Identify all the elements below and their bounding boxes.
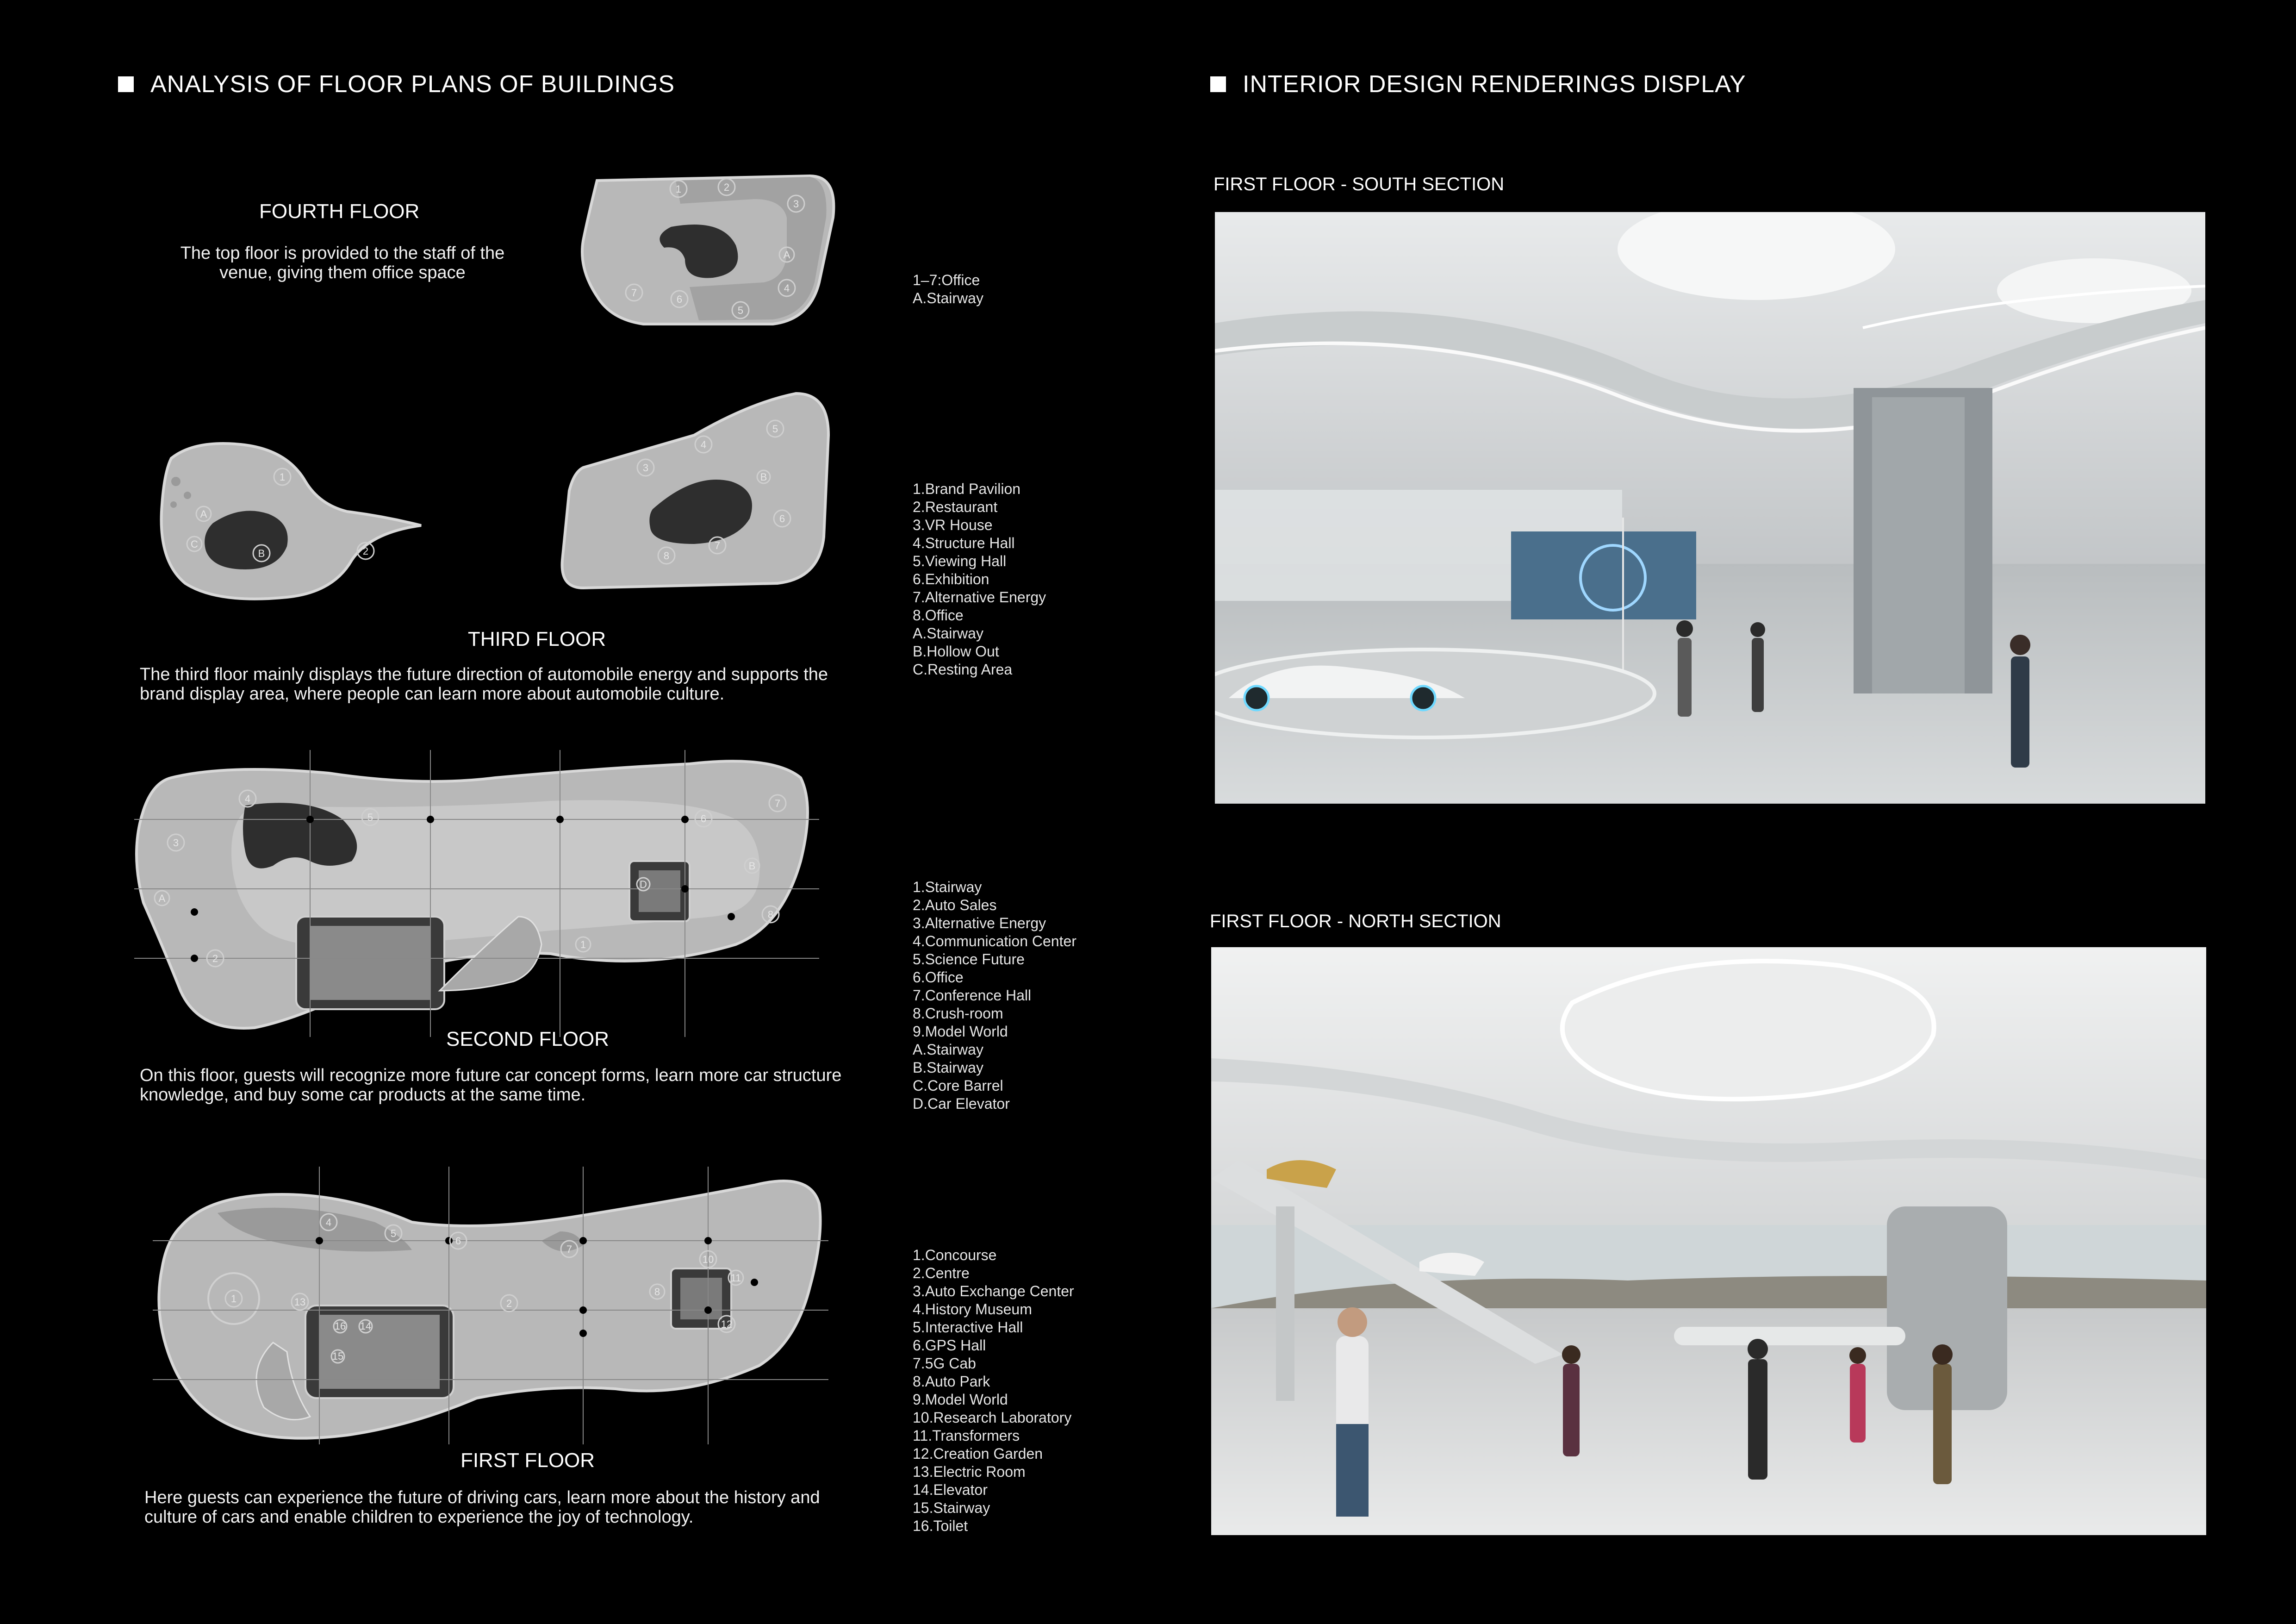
third-floor-desc: The third floor mainly displays the future direction of automobile energy and supports the brand display area, where people can learn more about automobile culture. (140, 665, 828, 704)
plan-label: 3 (793, 198, 799, 210)
fourth-floor-plan (569, 167, 847, 333)
plan-label: A (158, 893, 166, 904)
first-floor-title: FIRST FLOOR (460, 1449, 595, 1472)
plan-label: 6 (676, 294, 683, 305)
plan-label: D (640, 879, 647, 890)
fourth-floor-title: FOURTH FLOOR (259, 200, 420, 223)
south-section-label: FIRST FLOOR - SOUTH SECTION (1213, 174, 1505, 194)
plan-label: 1 (580, 939, 586, 950)
second-floor-legend (913, 878, 1076, 1113)
plan-label: 2 (362, 545, 369, 557)
plan-label: 6 (779, 513, 785, 525)
legend-item: 4.Structure Hall (913, 535, 1015, 551)
third-floor-legend (913, 480, 1046, 679)
plan-label: 2 (723, 181, 730, 193)
plan-label: 1 (675, 183, 682, 195)
plan-label: 10 (702, 1254, 714, 1265)
legend-item: C.Resting Area (913, 661, 1013, 678)
legend-item: 3.Auto Exchange Center (913, 1283, 1074, 1299)
south-section-rendering (1215, 212, 2205, 804)
legend-item: 9.Model World (913, 1023, 1008, 1040)
plan-label: 8 (663, 550, 670, 562)
fourth-floor-desc: The top floor is provided to the staff of the venue, giving them office space (180, 244, 505, 282)
legend-item: 14.Elevator (913, 1481, 988, 1498)
legend-item: B.Hollow Out (913, 643, 999, 660)
second-floor-desc: On this floor, guests will recognize more future car concept forms, learn more car structure knowledge, and buy some car products at the same time. (140, 1066, 842, 1105)
left-section-title-text: ANALYSIS OF FLOOR PLANS OF BUILDINGS (150, 71, 675, 98)
legend-item: 6.Office (913, 969, 964, 986)
legend-item: 12.Creation Garden (913, 1445, 1043, 1462)
legend-item: 7.Alternative Energy (913, 589, 1046, 606)
plan-label: 7 (566, 1243, 572, 1255)
plan-label: 12 (721, 1318, 733, 1330)
legend-item: 9.Model World (913, 1391, 1008, 1408)
legend-item: 3.Alternative Energy (913, 915, 1046, 931)
legend-item: 11.Transformers (913, 1427, 1020, 1444)
plan-label: 2 (212, 953, 218, 964)
bullet-square-icon (118, 76, 134, 92)
legend-item: 6.GPS Hall (913, 1337, 986, 1354)
legend-item: 2.Restaurant (913, 499, 998, 515)
plan-label: B (748, 860, 756, 872)
plan-label: 1 (279, 471, 286, 483)
second-floor-plan (134, 750, 819, 1037)
plan-label: 6 (455, 1235, 461, 1247)
plan-label: 5 (390, 1228, 397, 1239)
legend-item: 5.Science Future (913, 951, 1025, 968)
bullet-square-icon (1210, 76, 1226, 92)
legend-item: 2.Centre (913, 1265, 970, 1281)
legend-item: 16.Toilet (913, 1518, 968, 1534)
legend-item: A.Stairway (913, 290, 983, 306)
plan-label: 4 (700, 439, 707, 450)
plan-label: 3 (642, 462, 649, 474)
legend-item: A.Stairway (913, 1041, 983, 1058)
plan-label: 4 (784, 282, 790, 294)
legend-item: 13.Electric Room (913, 1463, 1026, 1480)
legend-item: 3.VR House (913, 517, 993, 533)
plan-label: 5 (737, 305, 744, 316)
legend-item: 8.Office (913, 607, 964, 624)
legend-item: 2.Auto Sales (913, 897, 997, 913)
legend-item: 1–7:Office (913, 272, 980, 288)
left-section-title (118, 70, 675, 98)
legend-item: 8.Auto Park (913, 1373, 990, 1390)
legend-item: 1.Brand Pavilion (913, 481, 1021, 497)
plan-label: 16 (334, 1320, 346, 1332)
legend-item: 1.Stairway (913, 879, 982, 895)
plan-label: 13 (294, 1296, 306, 1308)
plan-label: B (258, 548, 265, 559)
third-floor-title: THIRD FLOOR (467, 628, 606, 650)
plan-label: 4 (244, 793, 251, 805)
legend-item: C.Core Barrel (913, 1077, 1003, 1094)
legend-item: 4.History Museum (913, 1301, 1032, 1318)
legend-item: 7.Conference Hall (913, 987, 1032, 1004)
legend-item: 1.Concourse (913, 1247, 997, 1263)
legend-item: 6.Exhibition (913, 571, 989, 587)
legend-item: D.Car Elevator (913, 1095, 1010, 1112)
plan-label: 4 (325, 1217, 332, 1228)
first-floor-desc: Here guests can experience the future of driving cars, learn more about the history and culture of cars and enable children to experience the joy of technology. (144, 1488, 820, 1527)
legend-item: A.Stairway (913, 625, 983, 642)
legend-item: 5.Viewing Hall (913, 553, 1007, 569)
fourth-floor-legend (913, 271, 983, 307)
first-floor-plan (153, 1167, 828, 1444)
plan-label: 11 (730, 1272, 741, 1284)
plan-label: 15 (332, 1350, 344, 1362)
right-section-title (1210, 70, 1746, 98)
plan-label: 7 (631, 287, 637, 299)
plan-label: 8 (654, 1286, 660, 1298)
plan-label: A (783, 249, 790, 261)
second-floor-title: SECOND FLOOR (446, 1028, 610, 1050)
legend-item: 7.5G Cab (913, 1355, 976, 1372)
plan-label: B (760, 471, 767, 483)
legend-item: 5.Interactive Hall (913, 1319, 1023, 1336)
third-floor-plan-right (555, 384, 842, 597)
north-section-label: FIRST FLOOR - NORTH SECTION (1210, 911, 1501, 931)
plan-label: 2 (506, 1298, 512, 1309)
plan-label: 8 (767, 909, 774, 920)
first-floor-legend (913, 1246, 1074, 1535)
plan-label: 7 (774, 798, 781, 809)
plan-label: 7 (714, 540, 721, 551)
legend-item: 8.Crush-room (913, 1005, 1003, 1022)
legend-item: 4.Communication Center (913, 933, 1076, 949)
plan-label: A (200, 508, 207, 520)
legend-item: 10.Research Laboratory (913, 1409, 1072, 1426)
plan-label: 5 (772, 423, 778, 435)
legend-item: B.Stairway (913, 1059, 983, 1076)
third-floor-plan-left (153, 431, 430, 606)
plan-label: 6 (700, 813, 707, 824)
legend-item: 15.Stairway (913, 1499, 990, 1516)
right-section-title-text: INTERIOR DESIGN RENDERINGS DISPLAY (1243, 71, 1746, 98)
plan-label: 1 (230, 1293, 237, 1305)
plan-label: C (191, 538, 198, 550)
plan-label: 3 (173, 837, 179, 849)
north-section-rendering (1211, 947, 2206, 1535)
plan-label: 14 (360, 1320, 372, 1332)
plan-label: 5 (367, 812, 373, 823)
